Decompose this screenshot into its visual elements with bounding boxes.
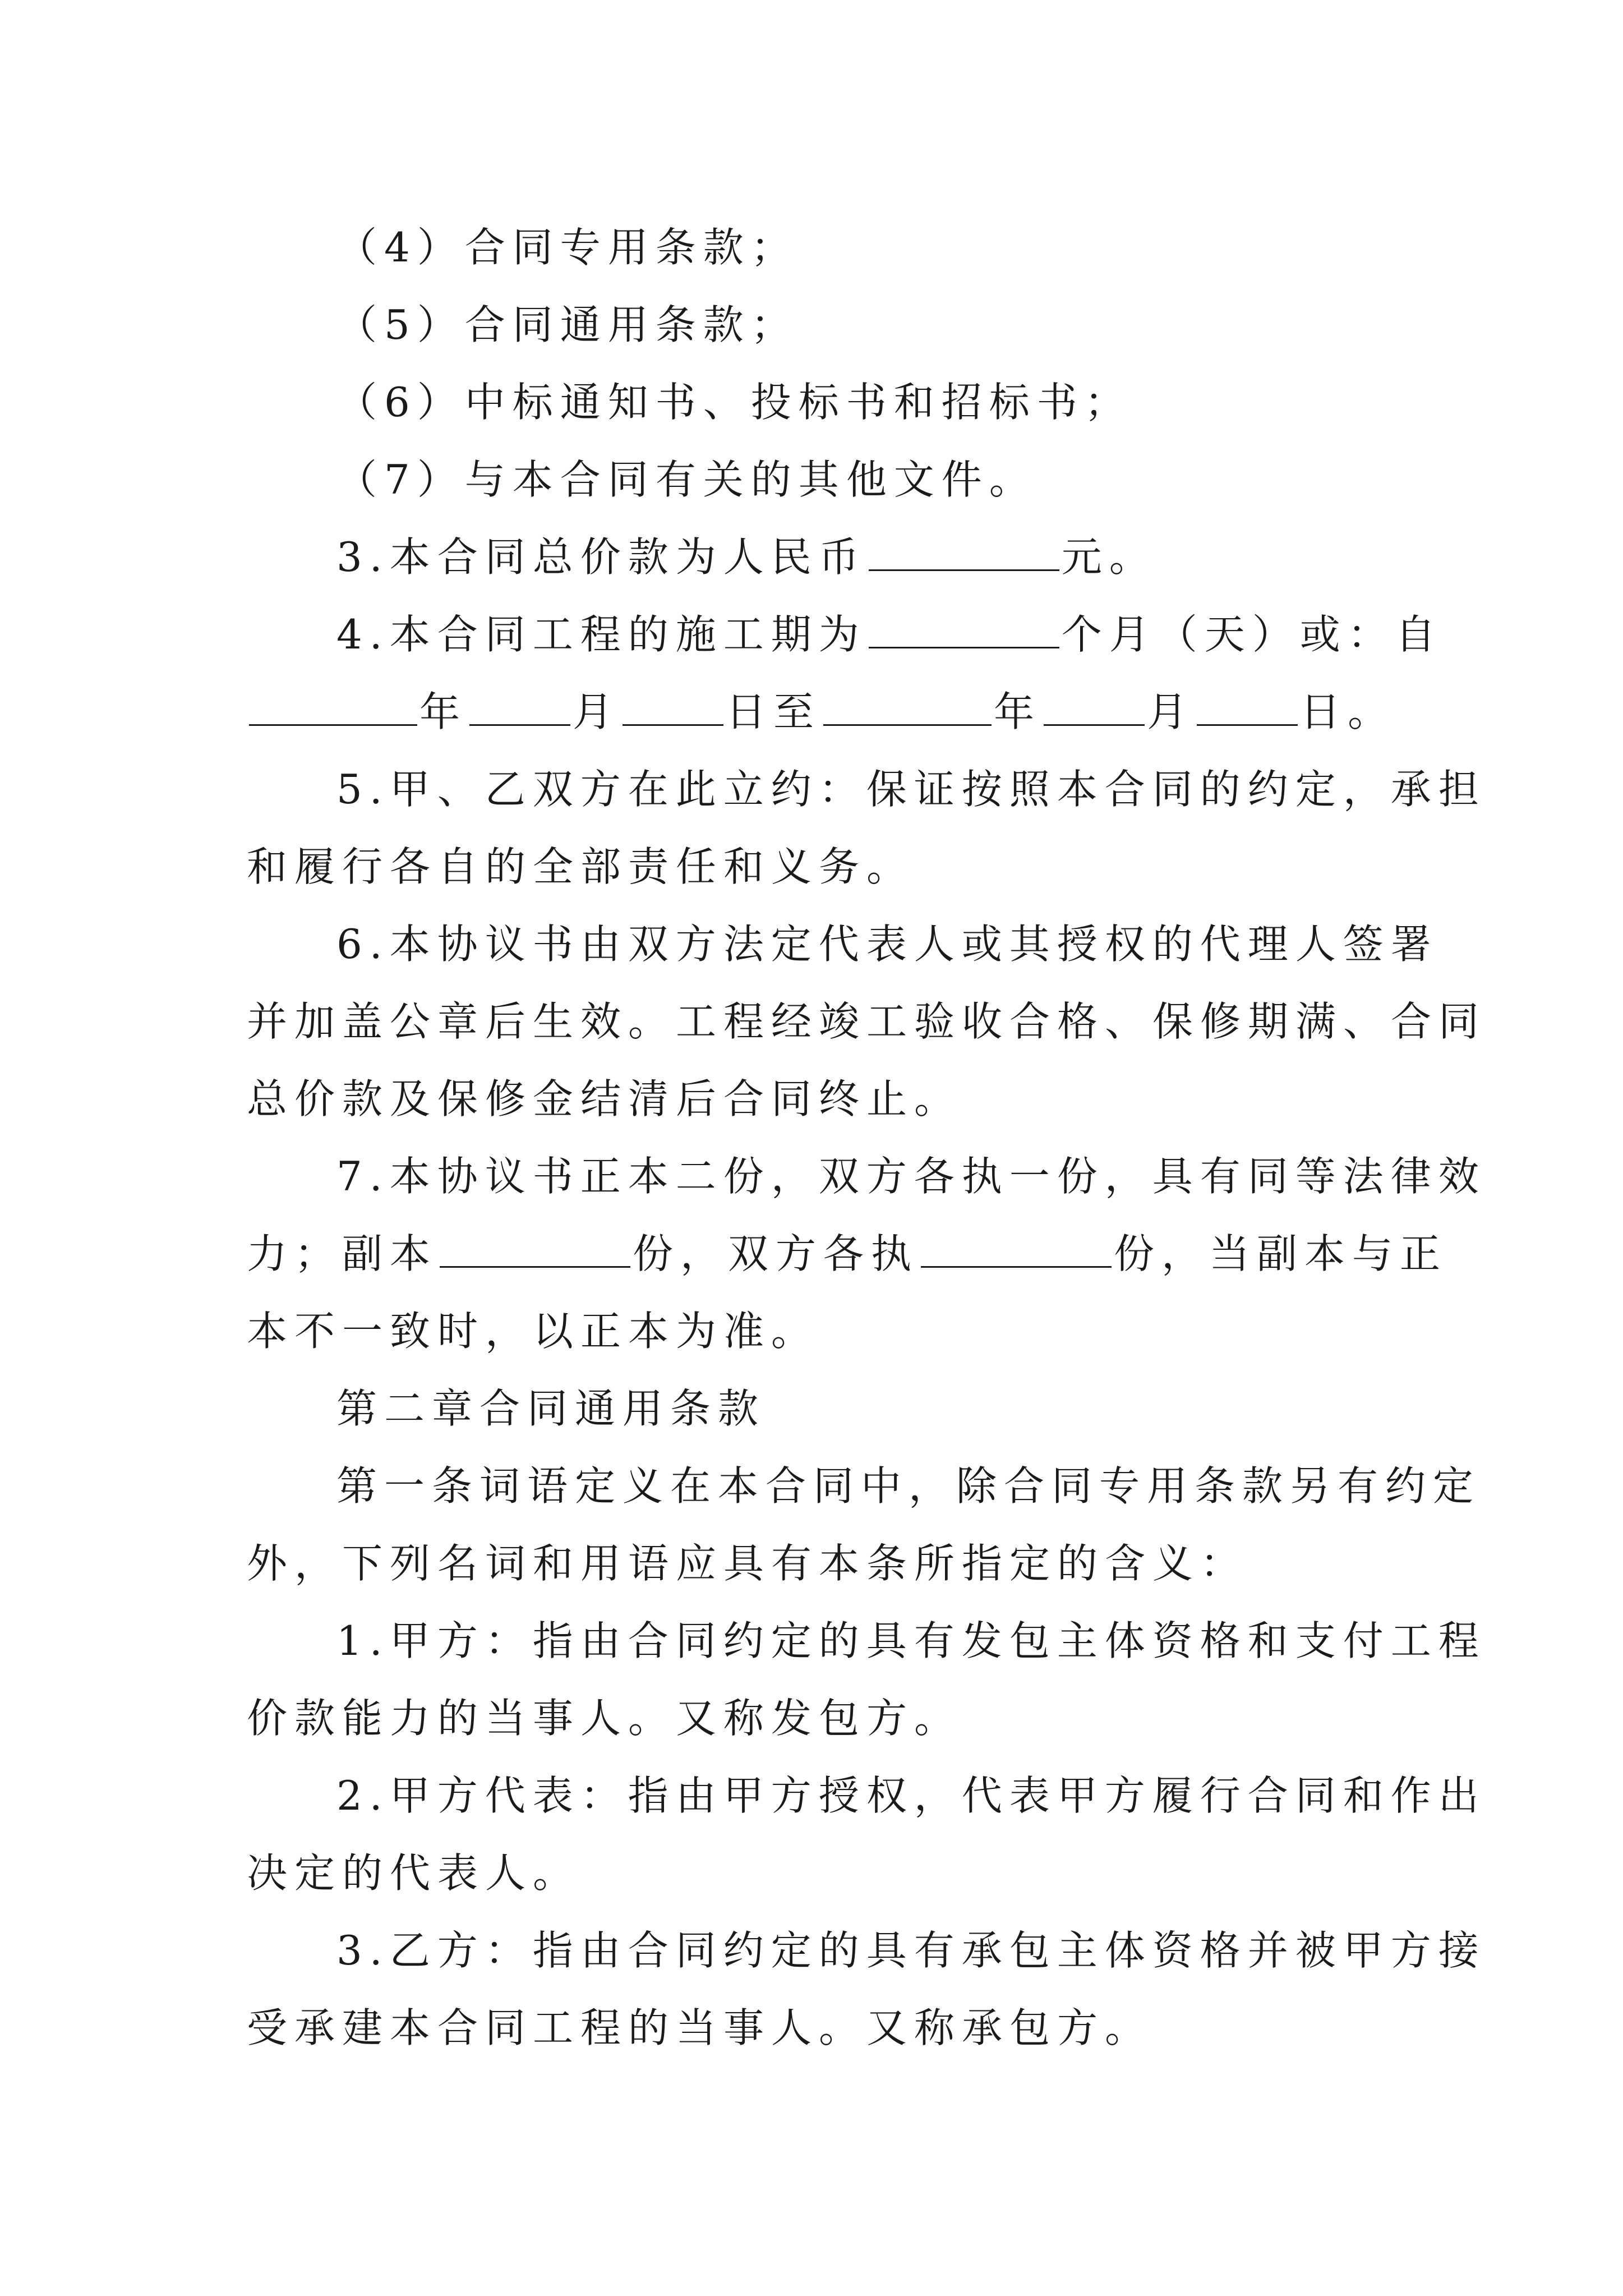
document-page bbox=[247, 209, 1487, 2067]
text-segment: 份，双方各执 bbox=[633, 1230, 919, 1277]
text-line bbox=[247, 1757, 1486, 1834]
text-segment: 3.乙方：指由合同约定的具有承包主体资格并被甲方接 bbox=[336, 1927, 1486, 1974]
text-segment: 3.本合同总价款为人民币 bbox=[336, 533, 866, 581]
text-segment: 4.本合同工程的施工期为 bbox=[336, 611, 866, 658]
text-segment: 外，下列名词和用语应具有本条所指定的含义： bbox=[247, 1540, 1248, 1587]
text-line bbox=[247, 518, 1385, 596]
fill-in-blank bbox=[249, 688, 417, 726]
text-segment: 2.甲方代表：指由甲方授权，代表甲方履行合同和作出 bbox=[336, 1772, 1486, 1819]
text-line bbox=[247, 1060, 1385, 1138]
text-line bbox=[247, 209, 1385, 286]
text-segment: 日。 bbox=[1300, 688, 1396, 735]
text-line bbox=[247, 286, 1385, 364]
fill-in-blank bbox=[623, 688, 723, 726]
text-segment: 年 bbox=[994, 688, 1042, 735]
text-line bbox=[247, 364, 1385, 441]
text-segment: （7）与本合同有关的其他文件。 bbox=[336, 456, 1037, 503]
text-line bbox=[247, 1602, 1486, 1680]
text-segment: 本不一致时，以正本为准。 bbox=[247, 1308, 819, 1355]
text-segment: 和履行各自的全部责任和义务。 bbox=[247, 843, 915, 890]
text-segment: 月 bbox=[573, 688, 621, 735]
text-segment: 决定的代表人。 bbox=[247, 1849, 581, 1897]
text-segment: 价款能力的当事人。又称发包方。 bbox=[247, 1695, 962, 1742]
text-line bbox=[247, 1292, 1385, 1370]
text-segment: （5）合同通用条款； bbox=[336, 301, 799, 348]
text-line bbox=[247, 1989, 1385, 2067]
text-line bbox=[247, 1680, 1385, 1757]
text-line bbox=[247, 828, 1385, 905]
text-segment: 7.本协议书正本二份，双方各执一份，具有同等法律效 bbox=[336, 1153, 1486, 1200]
text-line bbox=[247, 441, 1385, 518]
fill-in-blank bbox=[1044, 688, 1145, 726]
text-segment: （4）合同专用条款； bbox=[336, 224, 799, 271]
fill-in-blank bbox=[869, 611, 1059, 648]
fill-in-blank bbox=[921, 1230, 1112, 1268]
fill-in-blank bbox=[823, 688, 992, 726]
text-segment: 第一条词语定义在本合同中，除合同专用条款另有约定 bbox=[336, 1462, 1481, 1510]
text-segment: 并加盖公章后生效。工程经竣工验收合格、保修期满、合同 bbox=[247, 998, 1487, 1045]
text-segment: 年 bbox=[419, 688, 468, 735]
text-line bbox=[247, 1447, 1481, 1525]
text-line bbox=[247, 673, 1396, 751]
fill-in-blank bbox=[440, 1230, 630, 1268]
text-line bbox=[247, 905, 1438, 983]
text-line bbox=[247, 1370, 1385, 1447]
text-segment: 第二章合同通用条款 bbox=[336, 1385, 766, 1432]
text-segment: 个月（天）或：自 bbox=[1061, 611, 1443, 658]
fill-in-blank bbox=[1197, 688, 1298, 726]
text-segment: 元。 bbox=[1061, 533, 1157, 581]
text-line bbox=[247, 1834, 1385, 1912]
text-line bbox=[247, 983, 1487, 1060]
text-line bbox=[247, 1525, 1385, 1602]
text-segment: 份，当副本与正 bbox=[1114, 1230, 1448, 1277]
text-line bbox=[247, 596, 1443, 673]
text-line bbox=[247, 1215, 1448, 1292]
text-segment: （6）中标通知书、投标书和招标书； bbox=[336, 379, 1132, 426]
text-segment: 总价款及保修金结清后合同终止。 bbox=[247, 1075, 962, 1122]
text-segment: 5.甲、乙双方在此立约：保证按照本合同的约定，承担 bbox=[336, 766, 1486, 813]
text-segment: 日至 bbox=[726, 688, 822, 735]
text-segment: 6.本协议书由双方法定代表人或其授权的代理人签署 bbox=[336, 921, 1438, 968]
text-segment: 月 bbox=[1147, 688, 1195, 735]
fill-in-blank bbox=[469, 688, 570, 726]
text-segment: 受承建本合同工程的当事人。又称承包方。 bbox=[247, 2004, 1153, 2051]
text-segment: 1.甲方：指由合同约定的具有发包主体资格和支付工程 bbox=[336, 1617, 1486, 1664]
text-line bbox=[247, 1138, 1486, 1215]
fill-in-blank bbox=[869, 533, 1059, 571]
text-line bbox=[247, 1912, 1486, 1989]
text-segment: 力；副本 bbox=[247, 1230, 438, 1277]
text-line bbox=[247, 751, 1486, 828]
